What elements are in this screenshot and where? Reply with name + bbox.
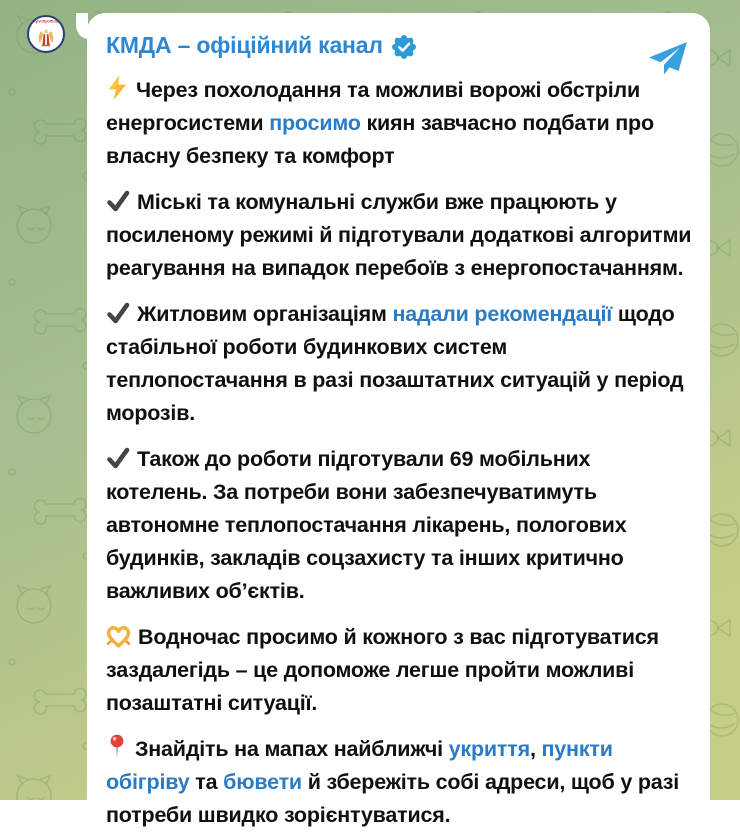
round-pushpin-emoji-icon: [106, 734, 128, 760]
link-prosymo[interactable]: просимо: [269, 111, 361, 135]
text-run: Також до роботи підготували 69 мобільних котелень. За потреби вони забезпечуватимуть автономне теплопостачання лікарень, пологових будинків, закладів соцзахисту та інших критично важливих об’єктів.: [106, 447, 627, 603]
telegram-plane-icon[interactable]: [648, 41, 688, 82]
message-bubble: [87, 13, 710, 833]
link-ukryttia[interactable]: укриття: [448, 737, 530, 761]
text-run: та: [189, 770, 224, 794]
text-run: щодо стабільної роботи будинкових систем теплопостачання в разі позаштатних ситуацій у період морозів.: [106, 302, 684, 425]
text-run: Житловим організаціям: [137, 302, 393, 326]
check-emoji-icon: [106, 446, 130, 470]
post-paragraph: [106, 621, 693, 720]
message-header: [106, 29, 693, 62]
post-paragraph: [106, 733, 693, 832]
text-run: ,: [529, 737, 542, 761]
lightning-emoji-icon: [106, 74, 129, 101]
channel-name[interactable]: КМДА – офіційний канал: [106, 32, 383, 58]
check-emoji-icon: [106, 301, 130, 325]
kyiv-archangel-icon: [33, 25, 59, 51]
text-run: Знайдіть на мапах найближчі: [135, 737, 449, 761]
link-punkty-obihrivu[interactable]: пункти обігріву: [106, 737, 613, 794]
verified-badge-icon: [391, 34, 417, 60]
heart-hands-emoji-icon: [106, 625, 131, 648]
text-run: Через похолодання та можливі ворожі обстріли енергосистеми: [106, 78, 640, 135]
post-paragraph: [106, 298, 693, 430]
text-run: Водночас просимо й кожного з вас підготуватися заздалегідь – це допоможе легше пройти можливі позаштатні ситуації.: [106, 625, 659, 715]
post-paragraph: [106, 443, 693, 608]
text-run: киян завчасно подбати про власну безпеку та комфорт: [106, 111, 654, 168]
text-run: й збережіть собі адреси, щоб у разі потреби швидко зорієнтуватися.: [106, 770, 680, 827]
link-nadaly-rekomendatsii[interactable]: надали рекомендації: [392, 302, 613, 326]
text-run: Міські та комунальні служби вже працюють у посиленому режимі й підготували додаткові алгоритми реагування на випадок перебоїв з енергопостачанням.: [106, 190, 692, 280]
channel-avatar[interactable]: [27, 15, 65, 53]
check-emoji-icon: [106, 189, 130, 213]
link-biuvety[interactable]: бювети: [223, 770, 302, 794]
post-body: [106, 74, 693, 832]
post-paragraph: [106, 186, 693, 285]
post-paragraph: [106, 74, 693, 173]
avatar-caption: KyivCityOfficial: [33, 20, 59, 24]
